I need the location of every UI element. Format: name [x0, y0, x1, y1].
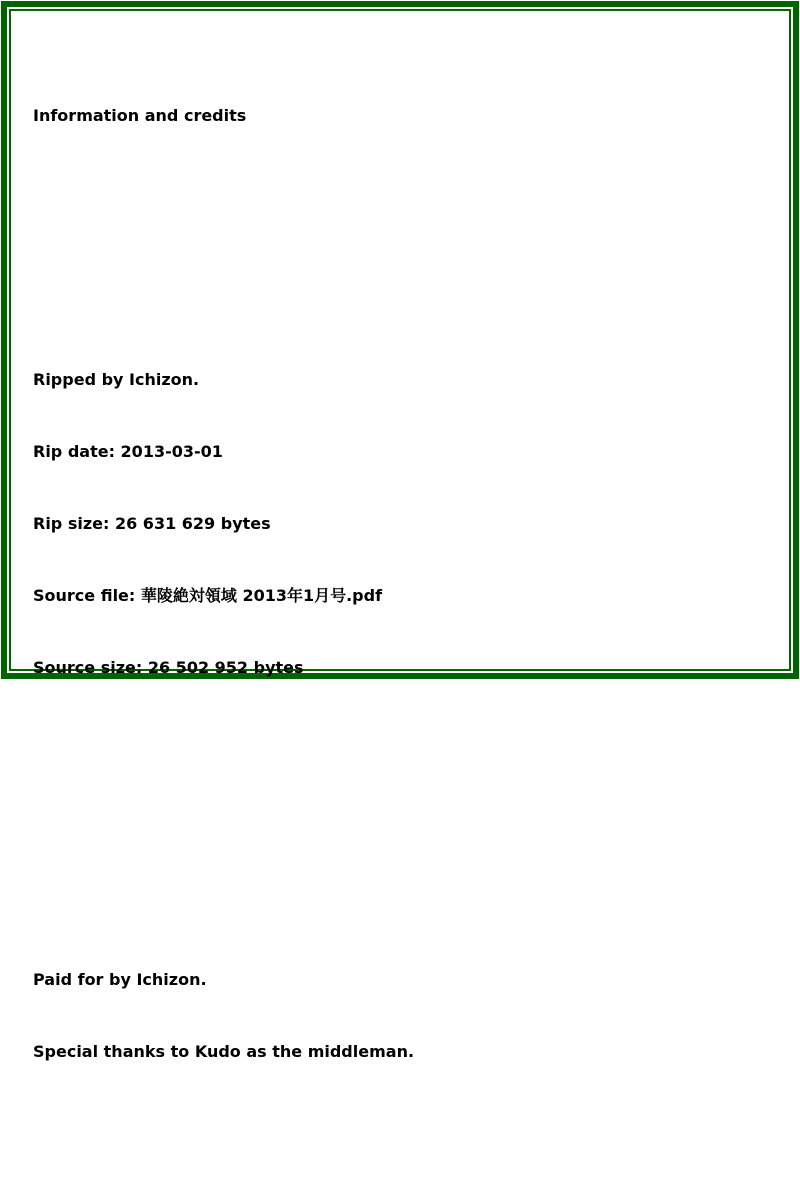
- ripped-by-line: Ripped by Ichizon.: [33, 370, 200, 389]
- source-size-line: Source size: 26 502 952 bytes: [33, 658, 304, 677]
- rip-size-line: Rip size: 26 631 629 bytes: [33, 514, 271, 533]
- credits-section: [33, 920, 770, 1112]
- blank-gap: [33, 200, 770, 248]
- rip-date-line: Rip date: 2013-03-01: [33, 442, 223, 461]
- credits-text-block: [33, 32, 770, 1184]
- paid-for-line: Paid for by Ichizon.: [33, 970, 207, 989]
- blank-gap: [33, 800, 770, 848]
- rip-info-section: [33, 320, 770, 728]
- page-title: Information and credits: [33, 106, 247, 125]
- source-file-line: Source file: 華陵絶対領域 2013年1月号.pdf: [33, 586, 383, 605]
- special-thanks-line: Special thanks to Kudo as the middleman.: [33, 1042, 415, 1061]
